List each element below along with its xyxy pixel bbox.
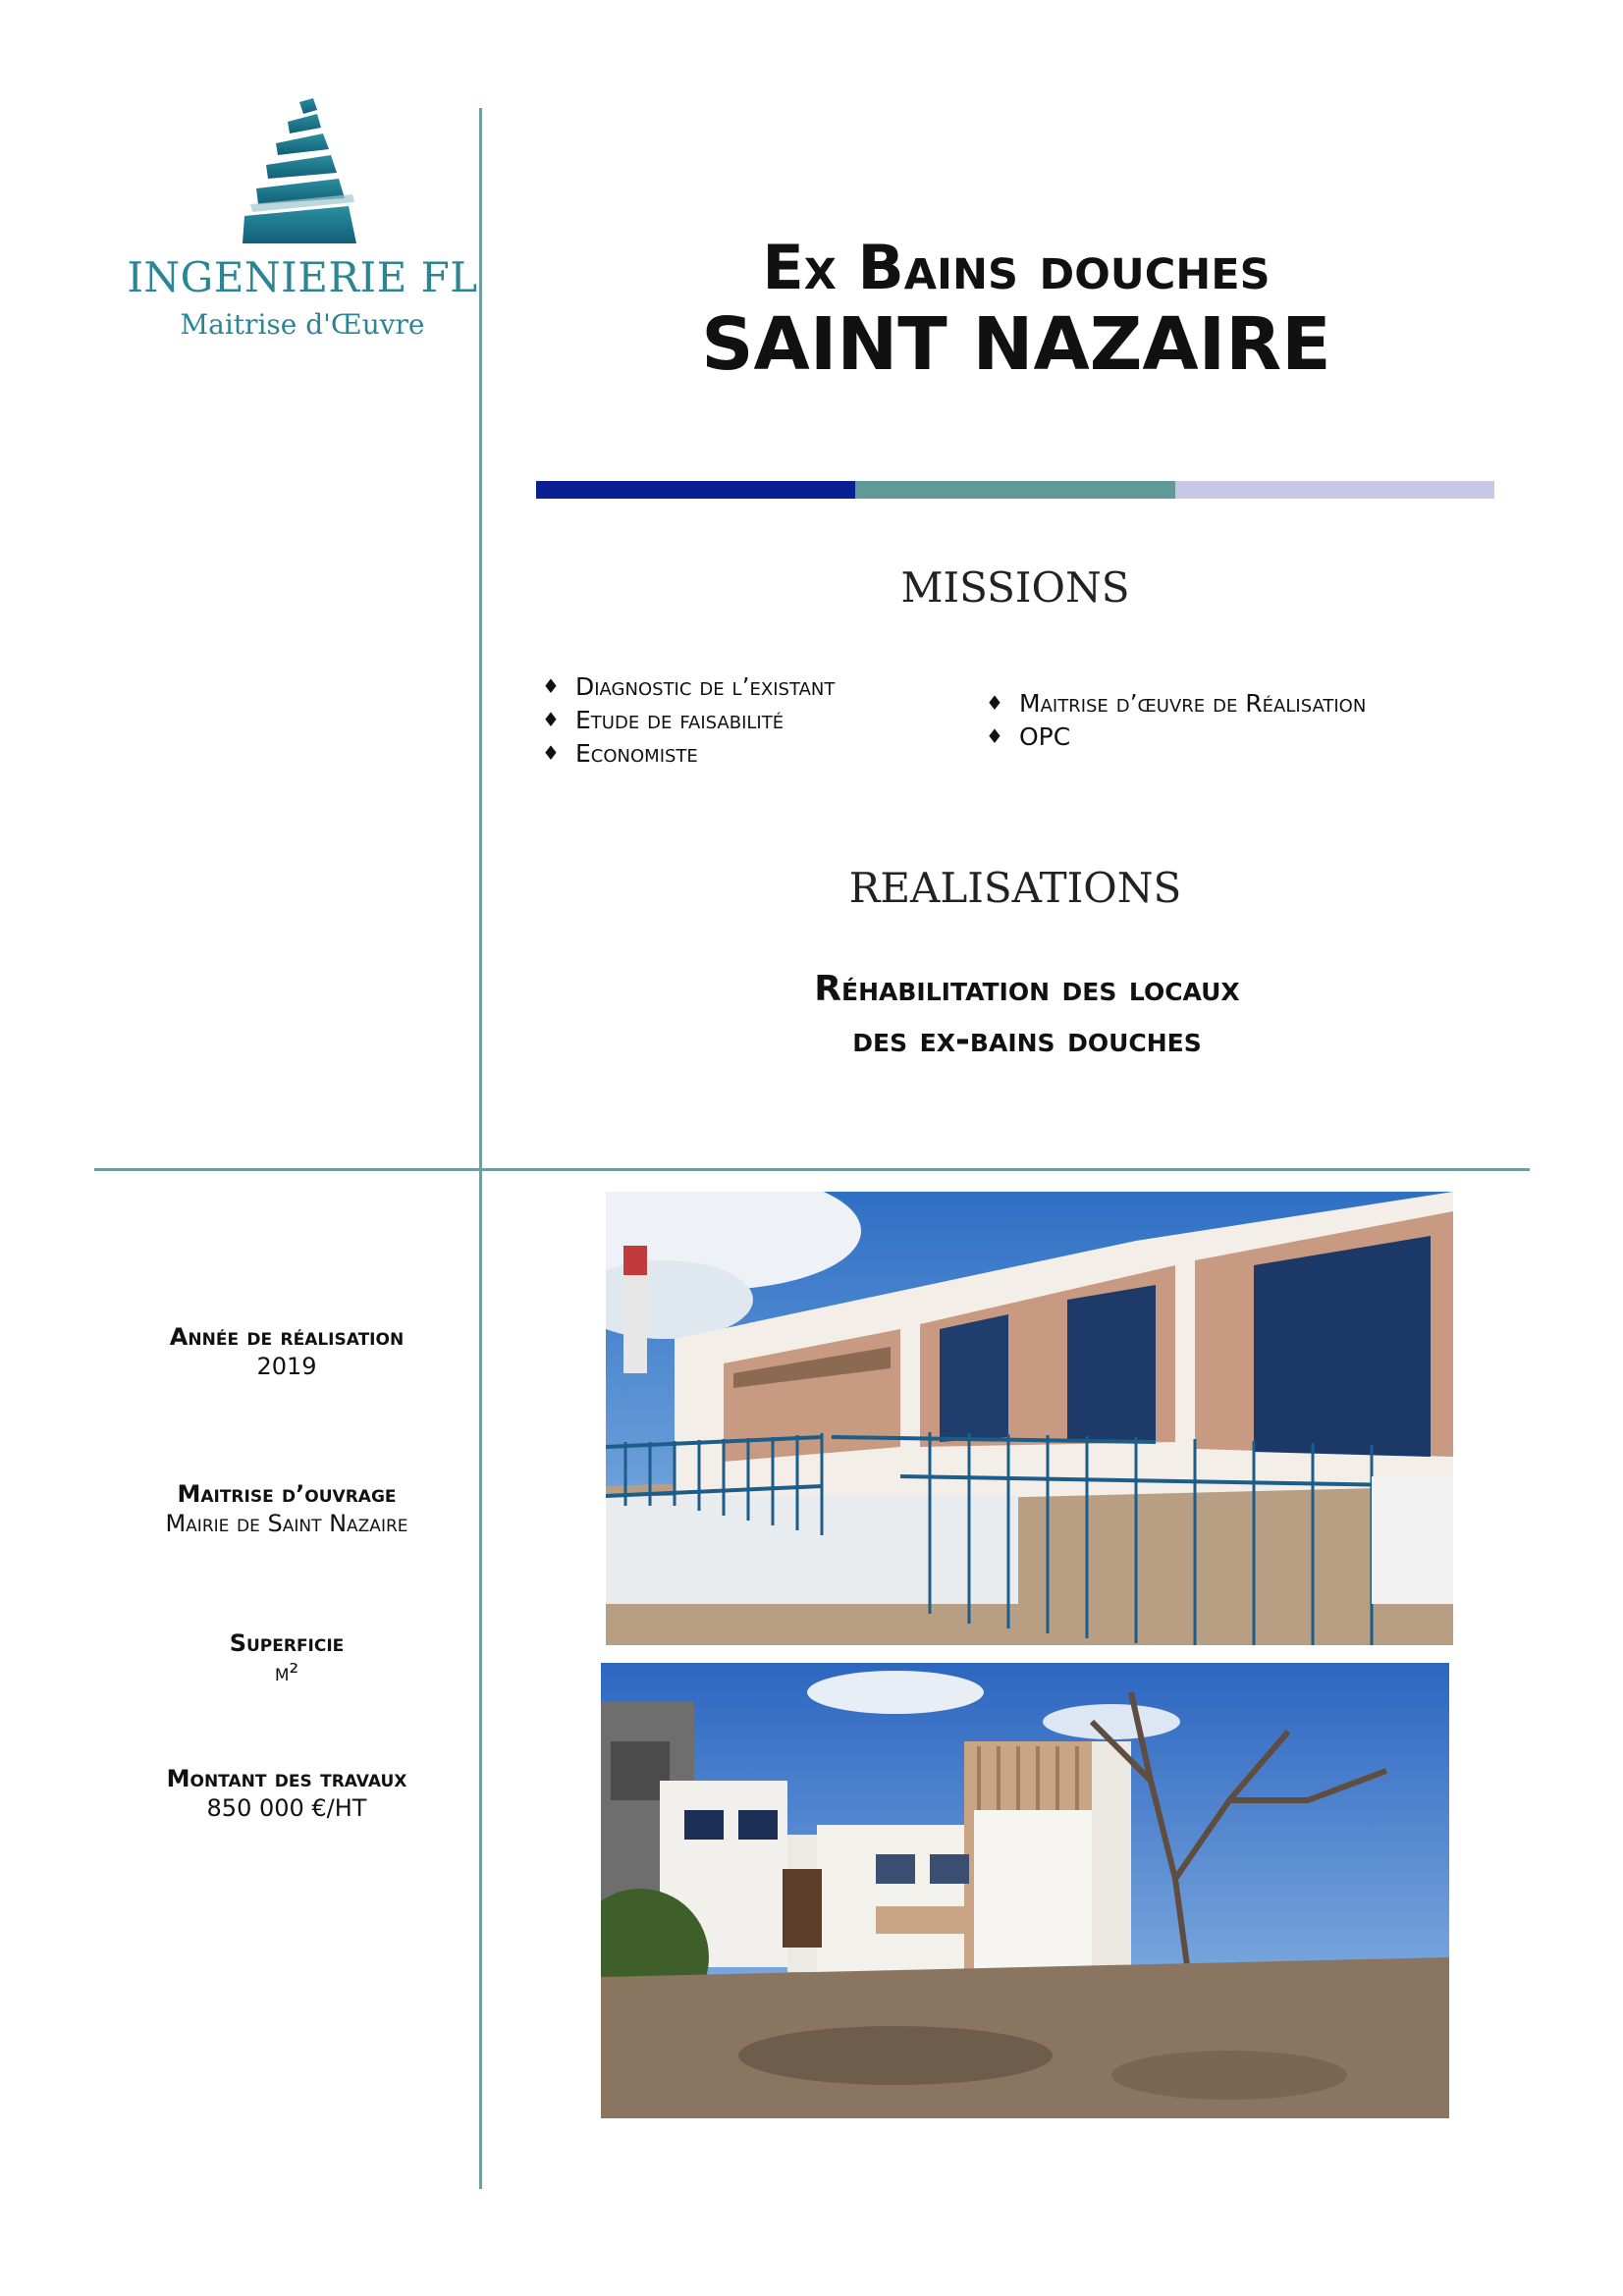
realisation-line1: Réhabilitation des locaux <box>814 969 1240 1009</box>
info-area <box>94 1629 479 1686</box>
info-amount-label: Montant des travaux <box>166 1765 407 1792</box>
missions-list-left <box>542 669 835 770</box>
info-area-label: Superficie <box>229 1629 345 1657</box>
page-title-line1: Ex Bains douches <box>762 232 1271 303</box>
realisation-description <box>536 964 1518 1066</box>
building-courtyard-photo <box>601 1663 1449 2118</box>
vertical-divider <box>479 108 482 2189</box>
info-amount <box>94 1765 479 1822</box>
page-title-line2: SAINT NAZAIRE <box>701 302 1331 387</box>
info-owner-value: Mairie de Saint Nazaire <box>165 1510 408 1537</box>
diamond-bullet-icon: ♦ <box>542 708 560 731</box>
tricolor-bar <box>536 481 1494 499</box>
building-logo-icon <box>239 98 366 245</box>
info-year-label: Année de réalisation <box>169 1323 405 1351</box>
horizontal-divider <box>94 1168 1530 1171</box>
info-year <box>94 1323 479 1380</box>
diamond-bullet-icon: ♦ <box>542 674 560 698</box>
brand-name: INGENIERIE FL <box>127 253 478 301</box>
info-owner <box>94 1480 479 1537</box>
bar-segment-lavender <box>1175 481 1494 499</box>
diamond-bullet-icon: ♦ <box>542 741 560 765</box>
building-front-photo <box>606 1192 1453 1645</box>
bar-segment-teal <box>855 481 1174 499</box>
list-item: ♦ OPC <box>986 721 1071 751</box>
info-area-value: m² <box>274 1659 299 1686</box>
list-item: ♦ Maitrise d’œuvre de Réalisation <box>986 688 1367 718</box>
diamond-bullet-icon: ♦ <box>986 691 1003 715</box>
info-year-value: 2019 <box>256 1353 317 1380</box>
realisation-line2: des ex-bains douches <box>852 1020 1202 1060</box>
list-item: ♦ Etude de faisabilité <box>542 705 784 734</box>
list-item: ♦ Diagnostic de l’existant <box>542 671 836 701</box>
info-owner-label: Maitrise d’ouvrage <box>177 1480 397 1508</box>
list-item: ♦ Economiste <box>542 738 698 768</box>
missions-heading: MISSIONS <box>900 563 1130 612</box>
realisations-heading: REALISATIONS <box>848 864 1182 912</box>
diamond-bullet-icon: ♦ <box>986 724 1003 748</box>
missions-list-right <box>986 686 1366 753</box>
brand-subtitle: Maitrise d'Œuvre <box>180 308 425 341</box>
info-amount-value: 850 000 €/HT <box>206 1794 367 1822</box>
bar-segment-blue <box>536 481 855 499</box>
